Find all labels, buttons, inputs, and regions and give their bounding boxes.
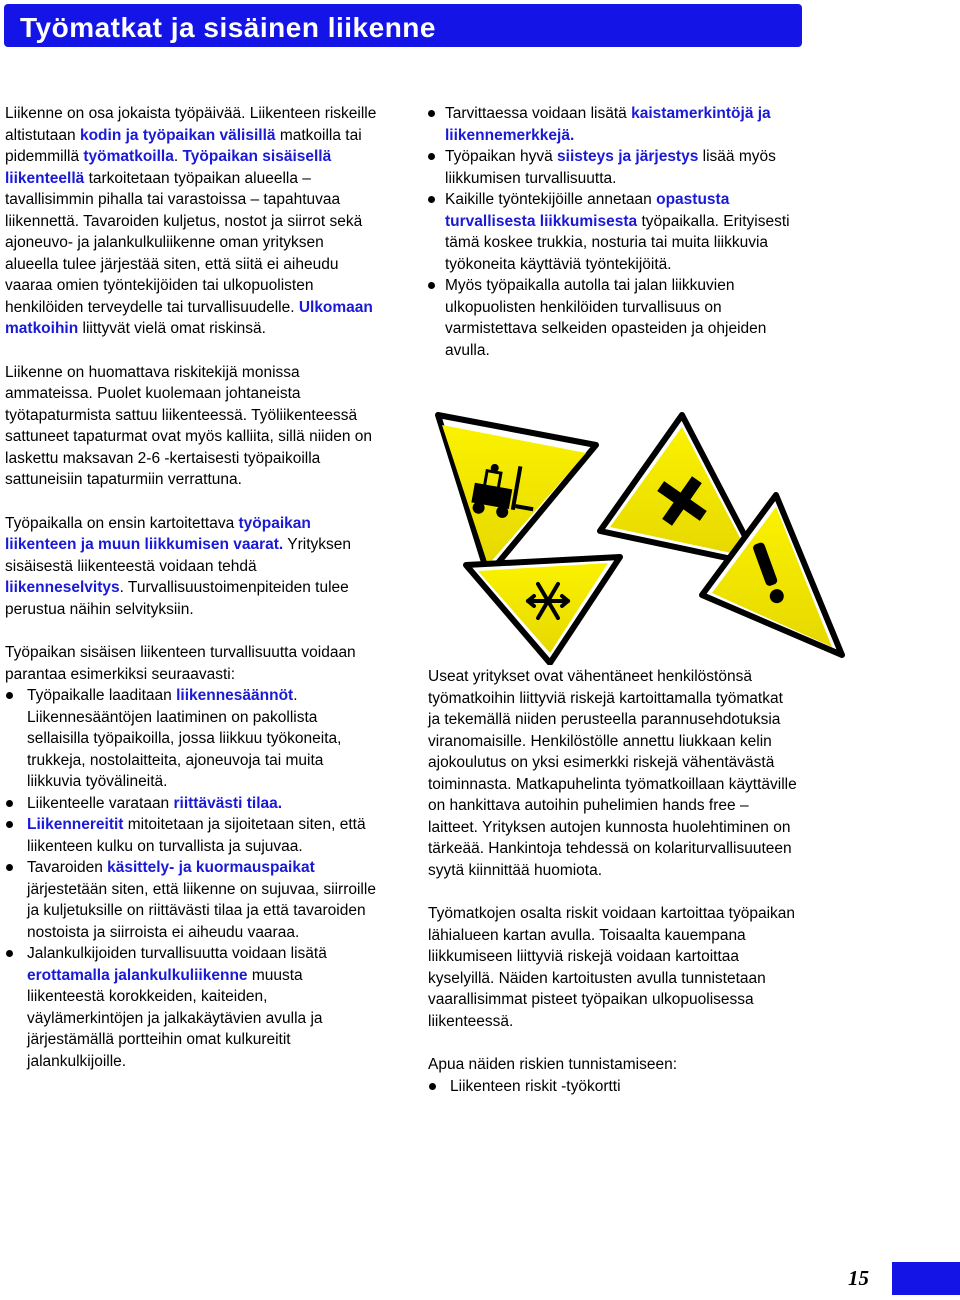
cold-snowflake-warning-sign — [466, 557, 620, 663]
list-item: Tavaroiden käsittely- ja kuormauspaikat järjestetään siten, että liikenne on sujuvaa, siirroille ja kuljetuksille on riittävästi tilaa ja että tavaroiden nostoista ja siirroista ei aiheudu vaaraa. — [5, 857, 377, 943]
list-item: Jalankulkijoiden turvallisuutta voidaan lisätä erottamalla jalankulkuliikenne muusta liikenteestä korokkeiden, kaiteiden, väylämerkintöjen ja jalkakäytävien avulla ja järjestämällä portteihin omat kulkureitit jalankulkijoille. — [5, 943, 377, 1072]
text: . — [173, 148, 183, 165]
page-number-block — [892, 1262, 960, 1295]
list-item: Myös työpaikalla autolla tai jalan liikkuvien ulkopuolisten henkilöiden turvallisuus on varmistettava selkeiden opasteiden ja ohjeiden avulla. — [428, 275, 798, 361]
list-item: Kaikille työntekijöille annetaan opastusta turvallisesta liikkumisesta työpaikalla. Erityisesti tämä koskee trukkia, nosturia tai muita liikkuvia työkoneita käyttäviä työntekijöitä. — [428, 189, 798, 275]
page-title: Työmatkat ja sisäinen liikenne — [20, 12, 436, 43]
improvement-intro: Työpaikan sisäisen liikenteen turvallisuutta voidaan parantaa esimerkiksi seuraavasti: — [5, 644, 356, 683]
list-item: Liikenteen riskit -työkortti — [428, 1076, 798, 1098]
text: Liikenne on osa jokaista työpäivää. Liikenteen riskeille altistutaan — [5, 105, 377, 144]
title-banner — [4, 4, 802, 47]
highlight-text: työpaikan liikenteen ja muun liikkumisen vaarat. — [5, 514, 311, 553]
text: liittyvät vielä omat riskinsä. — [78, 320, 266, 337]
warning-signs-illustration — [420, 405, 960, 665]
list-item: Työpaikan hyvä siisteys ja järjestys lisää myös liikkumisen turvallisuutta. — [428, 146, 798, 189]
highlight-text: Työpaikan sisäisellä liikenteellä — [5, 148, 332, 187]
highlight-text: liikenneselvitys — [5, 579, 120, 596]
highlight-text: kodin ja työpaikan välisillä — [79, 126, 276, 144]
survey-paragraph — [5, 513, 377, 621]
help-list — [428, 1076, 798, 1098]
forklift-warning-sign — [438, 415, 596, 575]
list-item: Liikennereitit mitoitetaan ja sijoitetaan siten, että liikenteen kulku on turvallista ja sujuvaa. — [5, 814, 377, 857]
list-item: Työpaikalle laaditaan liikennesäännöt. Liikennesääntöjen laatiminen on pakollista sellaisilla työpaikoilla, jossa liikkuu työkoneita, trukkeja, nostolaitteita, ajoneuvoja tai muita liikkuvia työvälineitä. — [5, 685, 377, 793]
commute-mapping-paragraph: Työmatkojen osalta riskit voidaan kartoittaa työpaikan lähialueen kartan avulla. Toisaalta kauempana liikkumiseen liittyviä riskejä voidaan kartoittaa kyselyillä. Näiden kartoitusten avulla tunnistetaan vaarallisimmat pisteet työpaikan ulkopuolisessa liikenteessä. — [428, 905, 796, 1030]
risk-paragraph: Liikenne on huomattava riskitekijä monissa ammateissa. Puolet kuolemaan johtaneista työtapaturmista sattuu liikenteessä. Työliikenteessä sattuneet tapaturmat ovat myös kalliita, sillä niiden on laskettu maksavan 2-6 -kertaisesti työpaikoilla sattuneisiin tapaturmiin verrattuna. — [5, 363, 373, 488]
right-bottom-column — [428, 666, 798, 1097]
text: tarkoitetaan työpaikan alueella – tavallisimmin pihalla tai varastoissa – tapahtuvaa liikennettä. Tavaroiden kuljetus, nostot ja siirrot sekä ajoneuvo- ja jalankulkuliikenne oman yrityksen alueella tulee järjestää siten, että siitä ei aiheudu vaaraa omien työntekijöiden tai ulkopuolisten henkilöiden terveydelle tai turvallisuudelle. — [5, 169, 363, 316]
highlight-text: työmatkoilla — [83, 148, 174, 165]
commute-risk-paragraph: Useat yritykset ovat vähentäneet henkilöstönsä työmatkoihin liittyviä riskejä kartoittamalla työmatkat ja tekemällä niiden perusteella parannusehdotuksia viranomaisille. Henkilöstölle annettu liukkaan kelin ajokoulutus on yksi esimerkki riskejä vähentävästä toiminnasta. Matkapuhelinta työmatkoillaan käyttäville on hankittava autoihin puhelimien hands free –laitteet. Yrityksen autojen kunnosta huolehtiminen on tärkeää. Hankintoja tehdessä on kolariturvallisuuteen syytä kiinnittää huomiota. — [428, 668, 797, 879]
improvement-list — [5, 685, 377, 1072]
list-item: Tarvittaessa voidaan lisätä kaistamerkintöjä ja liikennemerkkejä. — [428, 103, 798, 146]
intro-paragraph — [5, 103, 377, 340]
text: Yrityksen sisäisestä liikenteestä voidaan tehdä — [5, 536, 352, 575]
text: Työpaikalla on ensin kartoitettava — [5, 514, 239, 532]
right-top-column — [428, 103, 798, 361]
cross-harmful-warning-sign — [600, 415, 760, 565]
help-intro: Apua näiden riskien tunnistamiseen: — [428, 1056, 678, 1073]
text: matkoilla tai pidemmillä — [5, 126, 362, 165]
text: . Turvallisuustoimenpiteiden tulee perustua näihin selvityksiin. — [5, 579, 349, 618]
highlight-text: Ulkomaan matkoihin — [5, 298, 373, 337]
measures-list — [428, 103, 798, 361]
page-number: 15 — [848, 1266, 869, 1290]
list-item: Liikenteelle varataan riittävästi tilaa. — [5, 793, 377, 815]
left-column — [5, 103, 377, 1072]
